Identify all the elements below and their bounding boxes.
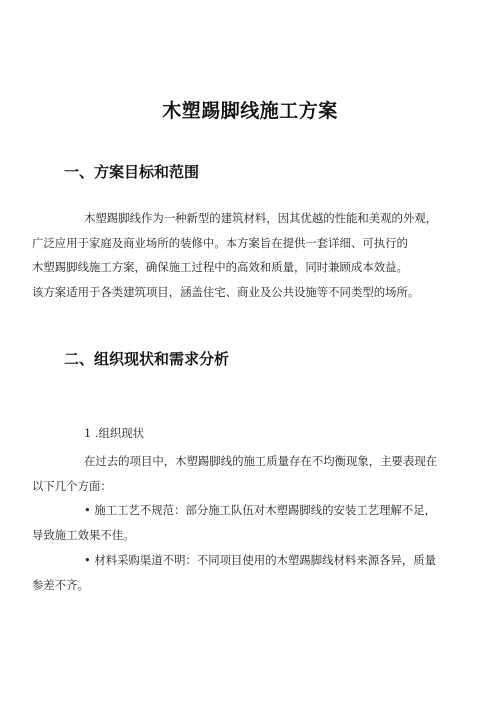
paragraph-line: 在过去的项目中，木塑踢脚线的施工质量存在不均衡现象，主要表现在 (84, 454, 438, 468)
section-2-subheading: 1 .组织现状 (84, 426, 145, 440)
paragraph-line: 木塑踢脚线施工方案，确保施工过程中的高效和质量，同时兼顾成本效益。 (32, 260, 408, 274)
bullet-line: 导致施工效果不佳。 (32, 527, 135, 542)
paragraph-line: 广泛应用于家庭及商业场所的装修中。本方案旨在提供一套详细、可执行的 (32, 235, 408, 250)
section-2-intro (32, 449, 468, 498)
paragraph-line: 木塑踢脚线作为一种新型的建筑材料，因其优越的性能和美观的外观， (84, 211, 438, 225)
paragraph-line: 以下几个方面： (32, 478, 112, 493)
bullet-item-1 (32, 498, 468, 547)
bullet-line: • 施工工艺不规范：部分施工队伍对木塑踢脚线的安装工艺理解不足， (84, 503, 437, 517)
document-title: 木塑踢脚线施工方案 (162, 100, 338, 122)
section-2-heading: 二、组织现状和需求分析 (64, 350, 230, 368)
section-1-heading: 一、方案目标和范围 (64, 163, 200, 181)
bullet-line: 参差不齐。 (32, 577, 89, 592)
paragraph-line: 该方案适用于各类建筑项目，涵盖住宅、商业及公共设施等不同类型的场所。 (32, 284, 420, 299)
bullet-item-2 (32, 548, 468, 597)
bullet-line: • 材料采购渠道不明：不同项目使用的木塑踢脚线材料来源各异，质量 (84, 553, 437, 567)
section-1-paragraph (32, 206, 468, 304)
